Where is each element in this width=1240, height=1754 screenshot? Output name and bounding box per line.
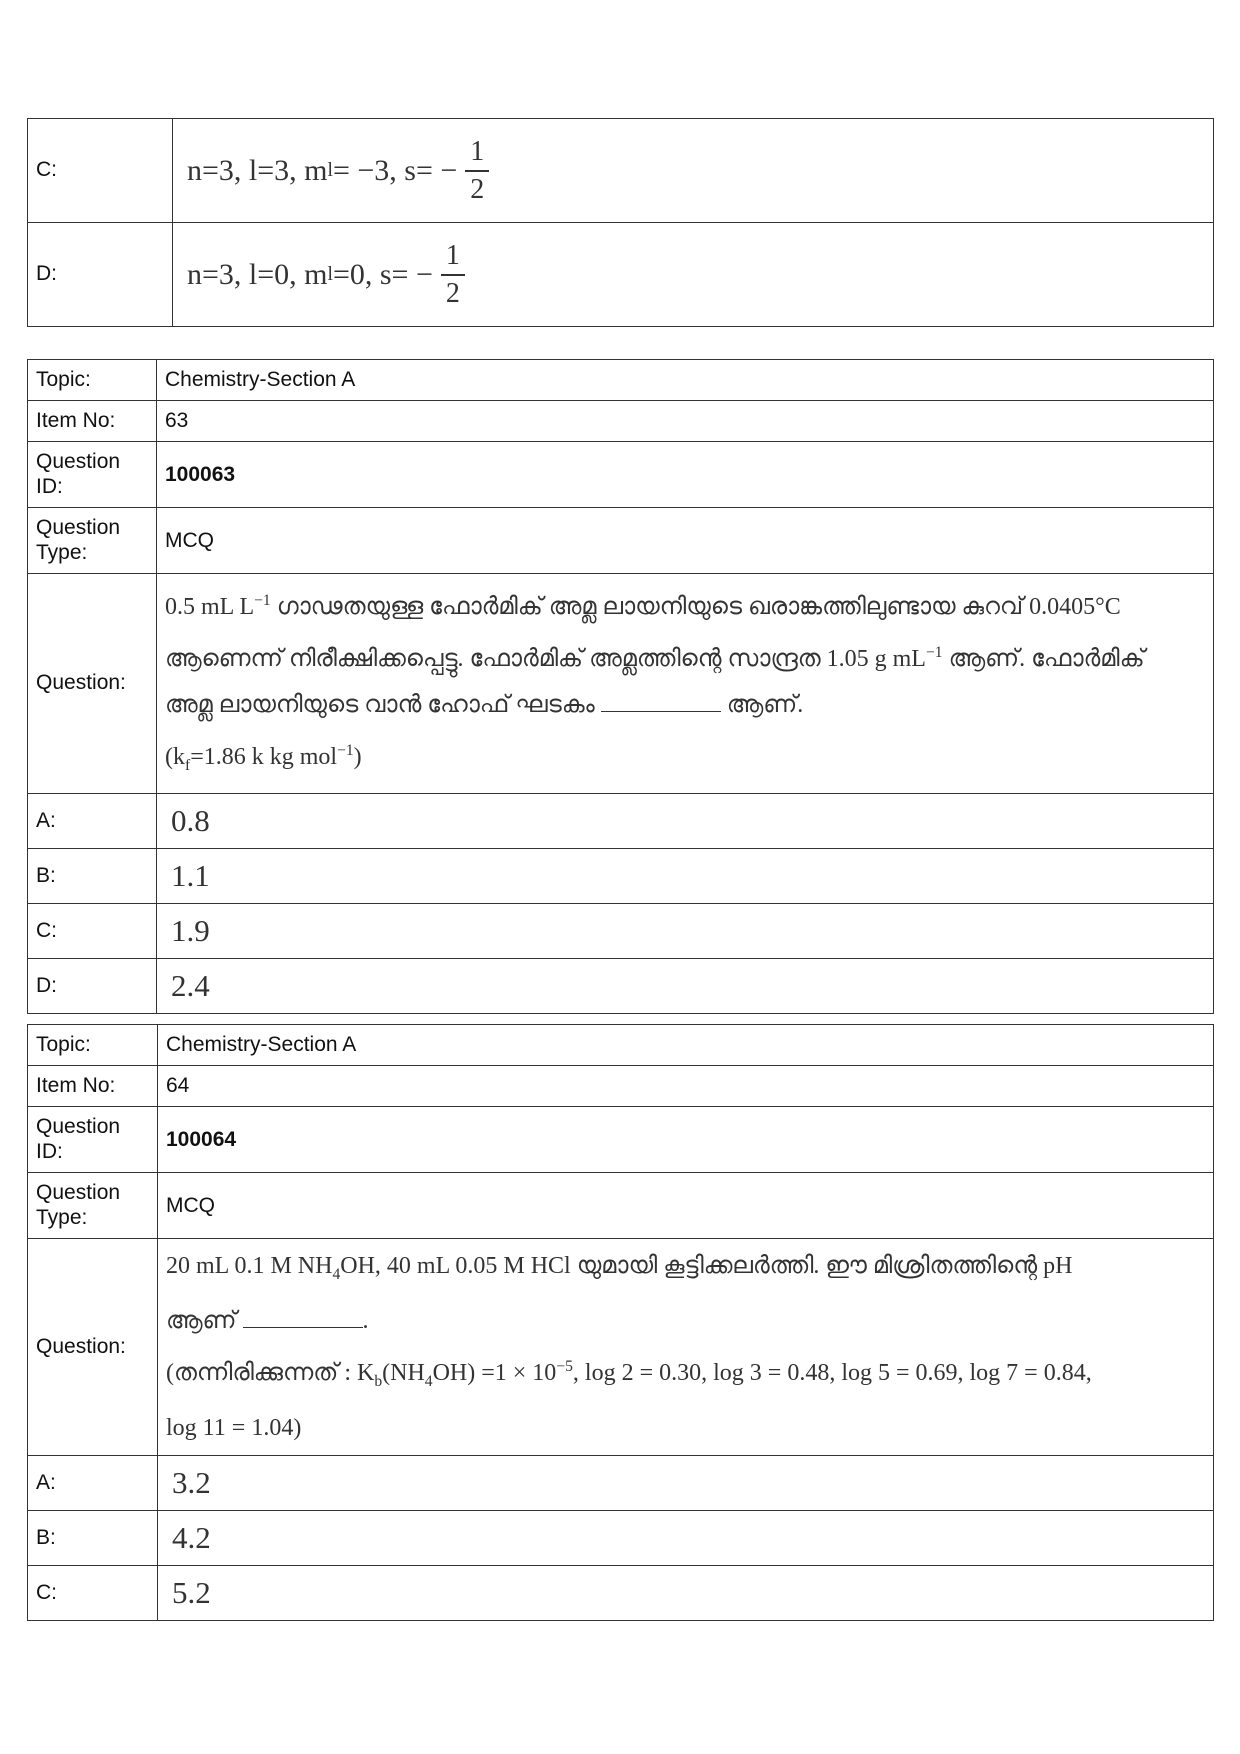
item-value: 63	[157, 401, 1214, 442]
option-value: 5.2	[158, 1565, 1214, 1620]
question-id-label: Question ID:	[28, 442, 157, 508]
answer-blank	[243, 1327, 363, 1328]
question-line: 20 mL 0.1 M $NH_4OH$, 40 mL 0.05 M HCl യുമായി കൂട്ടിക്കലർത്തി. ഈ മിശ്രിതത്തിന്റെ pH	[166, 1253, 1073, 1283]
question-text	[158, 1239, 1214, 1456]
fraction-denominator: 2	[445, 277, 460, 309]
option-row	[28, 793, 1214, 848]
option-row	[28, 903, 1214, 958]
option-row	[28, 119, 1214, 223]
question-type-value: MCQ	[158, 1173, 1214, 1239]
item-label: Item No:	[28, 1066, 158, 1107]
item-label: Item No:	[28, 401, 157, 442]
question-type-label: Question Type:	[28, 1173, 158, 1239]
prev-question-options-table	[27, 118, 1214, 327]
formula-text: n=3, l=3, m	[187, 153, 328, 187]
item-row	[28, 1066, 1214, 1107]
option-label: B:	[28, 848, 157, 903]
option-label: C:	[28, 119, 173, 223]
topic-row	[28, 360, 1214, 401]
question-line: അമ്ല ലായനിയുടെ വാൻ ഹോഫ് ഘടകം ആണ്.	[165, 692, 804, 718]
option-label: A:	[28, 793, 157, 848]
question-id-row	[28, 442, 1214, 508]
question-type-label: Question Type:	[28, 508, 157, 574]
option-value: 2.4	[157, 958, 1214, 1013]
question-row	[28, 1239, 1214, 1456]
option-value: 1.1	[157, 848, 1214, 903]
option-label: B:	[28, 1510, 158, 1565]
option-row	[28, 848, 1214, 903]
option-row	[28, 1565, 1214, 1620]
option-label: A:	[28, 1455, 158, 1510]
question-line: ആണെന്ന് നിരീക്ഷിക്കപ്പെട്ടു. ഫോർമിക് അമ്ലത്തിന്റെ സാന്ദ്രത 1.05 g $mL^{-1}$ ആണ്. ഫോർമിക്	[165, 644, 1145, 672]
fraction-numerator: 1	[445, 240, 460, 272]
question-line: 0.5 mL $L^{-1}$ ഗാഢതയുള്ള ഫോർമിക് അമ്ല ലായനിയുടെ ഖരാങ്കത്തിലുണ്ടായ കുറവ് 0.0405°C	[165, 592, 1121, 620]
formula-sub: l	[327, 263, 333, 285]
topic-value: Chemistry-Section A	[158, 1025, 1214, 1066]
option-label: D:	[28, 958, 157, 1013]
item-value: 64	[158, 1066, 1214, 1107]
question-line: (തന്നിരിക്കുന്നത് : $K_b(NH_4OH) =1 \times 10^{-5}$, log 2 = 0.30, log 3 = 0.48, log 5 = 0.69, log 7 = 0.84,	[166, 1357, 1092, 1390]
question-type-row	[28, 1173, 1214, 1239]
topic-value: Chemistry-Section A	[157, 360, 1214, 401]
fraction	[465, 137, 489, 204]
fraction-denominator: 2	[470, 173, 485, 205]
question-line: ($k_f=1.86$ k kg mol$^{-1}$)	[165, 742, 362, 774]
option-label: C:	[28, 1565, 158, 1620]
formula-sub: l	[327, 159, 333, 181]
answer-blank	[601, 711, 721, 712]
option-row	[28, 1510, 1214, 1565]
option-row	[28, 223, 1214, 327]
option-value: 4.2	[158, 1510, 1214, 1565]
question-type-row	[28, 508, 1214, 574]
topic-row	[28, 1025, 1214, 1066]
question-id-label: Question ID:	[28, 1107, 158, 1173]
fraction	[441, 241, 465, 308]
option-label: C:	[28, 903, 157, 958]
question-row	[28, 574, 1214, 794]
item-row	[28, 401, 1214, 442]
question-label: Question:	[28, 1239, 158, 1456]
fraction-numerator: 1	[470, 136, 485, 168]
question-line: log 11 = 1.04)	[166, 1414, 302, 1441]
topic-label: Topic:	[28, 1025, 158, 1066]
option-value: 1.9	[157, 903, 1214, 958]
formula-text: n=3, l=0, m	[187, 257, 328, 291]
question-label: Question:	[28, 574, 157, 794]
question-64-table	[27, 1024, 1214, 1621]
option-value: 3.2	[158, 1455, 1214, 1510]
option-row	[28, 1455, 1214, 1510]
option-label: D:	[28, 223, 173, 327]
option-formula	[173, 119, 1214, 223]
option-formula	[173, 223, 1214, 327]
question-text	[157, 574, 1214, 794]
option-value: 0.8	[157, 793, 1214, 848]
question-id-value: 100063	[157, 442, 1214, 508]
formula-rest: =0, s= −	[332, 257, 433, 291]
option-row	[28, 958, 1214, 1013]
topic-label: Topic:	[28, 360, 157, 401]
question-line: ആണ് .	[166, 1307, 369, 1334]
question-type-value: MCQ	[157, 508, 1214, 574]
question-id-value: 100064	[158, 1107, 1214, 1173]
formula-rest: = −3, s= −	[332, 153, 458, 187]
question-63-table	[27, 359, 1214, 1014]
question-id-row	[28, 1107, 1214, 1173]
